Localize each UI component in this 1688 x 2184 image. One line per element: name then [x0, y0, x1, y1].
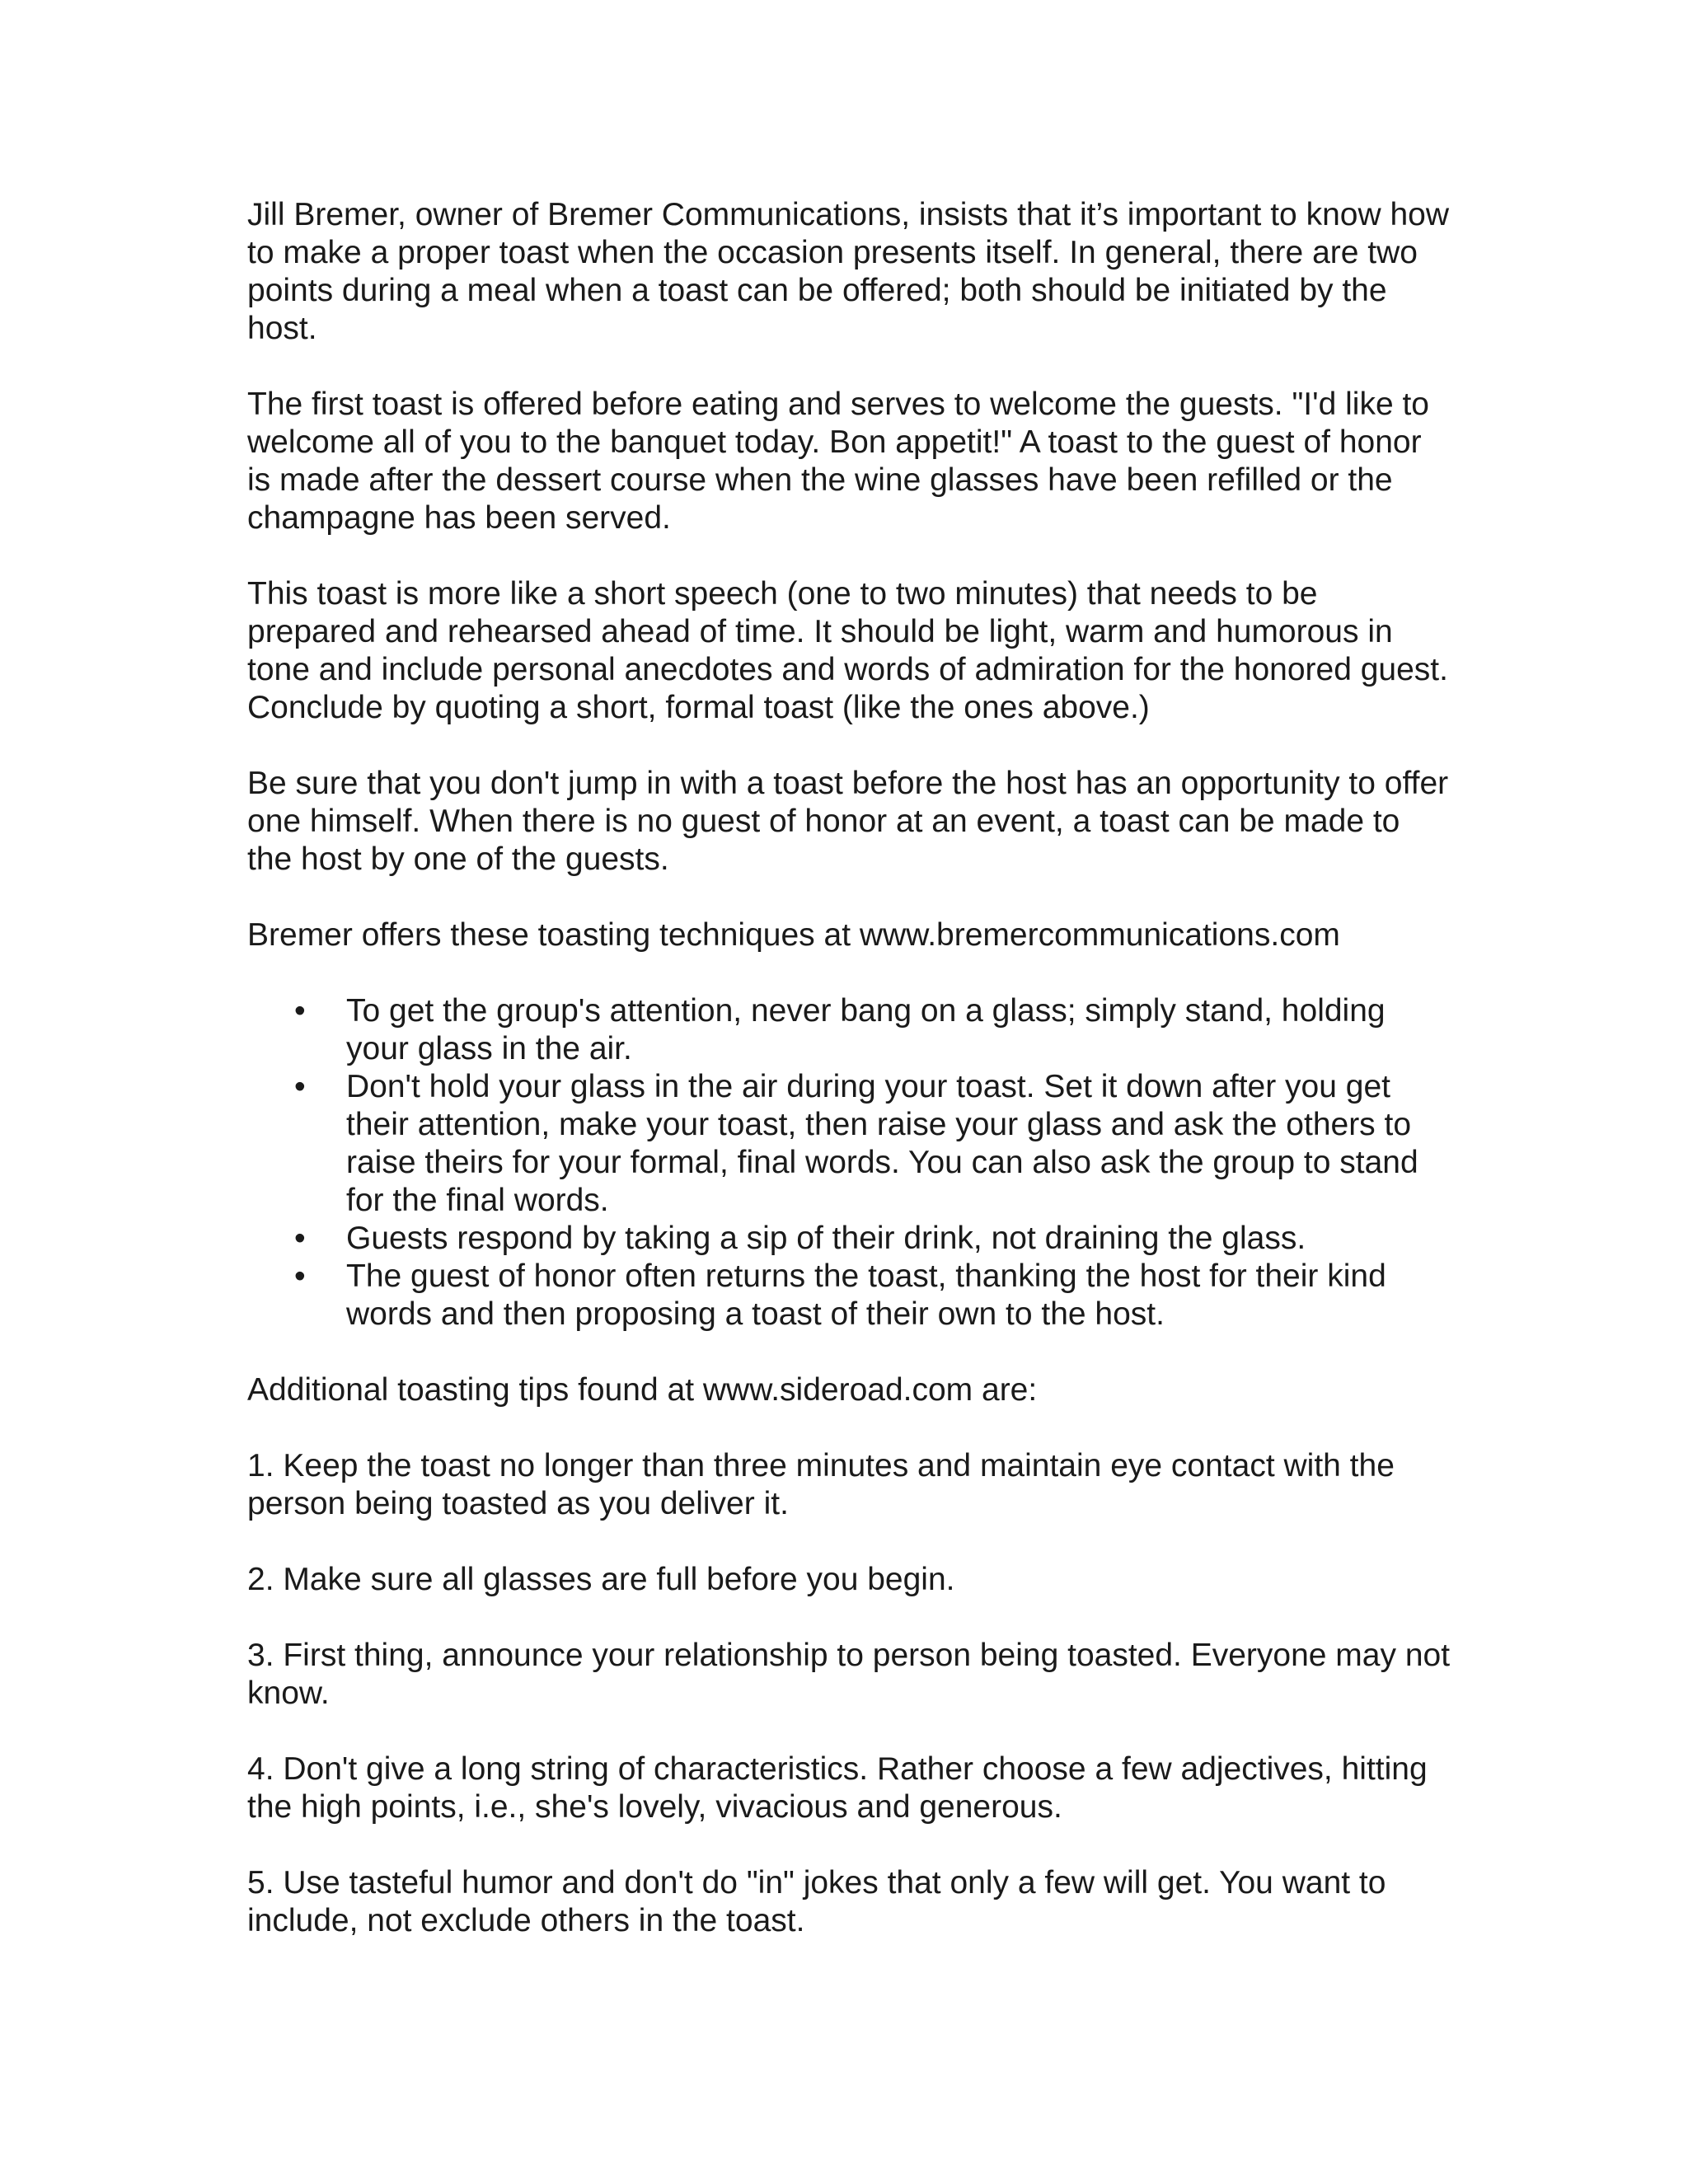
bullet-icon: • — [294, 1069, 306, 1104]
list-item — [247, 1068, 1451, 1220]
list-item-text: The guest of honor often returns the toast, thanking the host for their kind words and then proposing a toast of their own to the host. — [346, 1258, 1386, 1332]
techniques-list — [247, 992, 1451, 1333]
tip-item: 5. Use tasteful humor and don't do "in" jokes that only a few will get. You want to include, not exclude others in the toast. — [247, 1865, 1386, 1938]
list-item-text: Guests respond by taking a sip of their drink, not draining the glass. — [346, 1221, 1306, 1256]
list-item-text: Don't hold your glass in the air during your toast. Set it down after you get their attention, make your toast, then raise your glass and ask the others to raise theirs for your formal, final words. You can also ask the group to stand for the final words. — [346, 1069, 1418, 1218]
tip-item: 3. First thing, announce your relationship to person being toasted. Everyone may not know. — [247, 1638, 1451, 1711]
list-item — [247, 1258, 1451, 1333]
host-paragraph: Be sure that you don't jump in with a toast before the host has an opportunity to offer one himself. When there is no guest of honor at an event, a toast can be made to the host by one of the guests. — [247, 766, 1449, 877]
list-item — [247, 992, 1451, 1068]
first-toast-paragraph: The first toast is offered before eating and serves to welcome the guests. "I'd like to welcome all of you to the banquet today. Bon appetit!" A toast to the guest of honor is made after the dessert course when the wine glasses have been refilled or the champagne has been served. — [247, 387, 1429, 536]
tip-item: 1. Keep the toast no longer than three minutes and maintain eye contact with the person being toasted as you deliver it. — [247, 1448, 1395, 1521]
techniques-intro-paragraph: Bremer offers these toasting techniques at www.bremercommunications.com — [247, 917, 1340, 953]
document-page — [247, 196, 1451, 1978]
list-item-text: To get the group's attention, never bang on a glass; simply stand, holding your glass in the air. — [346, 993, 1386, 1066]
bullet-icon: • — [294, 993, 306, 1029]
intro-paragraph: Jill Bremer, owner of Bremer Communications, insists that it’s important to know how to make a proper toast when the occasion presents itself. In general, there are two points during a meal when a toast can be offered; both should be initiated by the host. — [247, 197, 1449, 346]
speech-paragraph: This toast is more like a short speech (one to two minutes) that needs to be prepared and rehearsed ahead of time. It should be light, warm and humorous in tone and include personal anecdotes and words of admiration for the honored guest. Conclude by quoting a short, formal toast (like the ones above.) — [247, 576, 1448, 725]
tip-item: 4. Don't give a long string of characteristics. Rather choose a few adjectives, hitting the high points, i.e., she's lovely, vivacious and generous. — [247, 1751, 1428, 1825]
bullet-icon: • — [294, 1221, 306, 1256]
tip-item: 2. Make sure all glasses are full before you begin. — [247, 1562, 955, 1597]
additional-tips-intro: Additional toasting tips found at www.sideroad.com are: — [247, 1372, 1038, 1408]
list-item — [247, 1220, 1451, 1258]
bullet-icon: • — [294, 1258, 306, 1294]
